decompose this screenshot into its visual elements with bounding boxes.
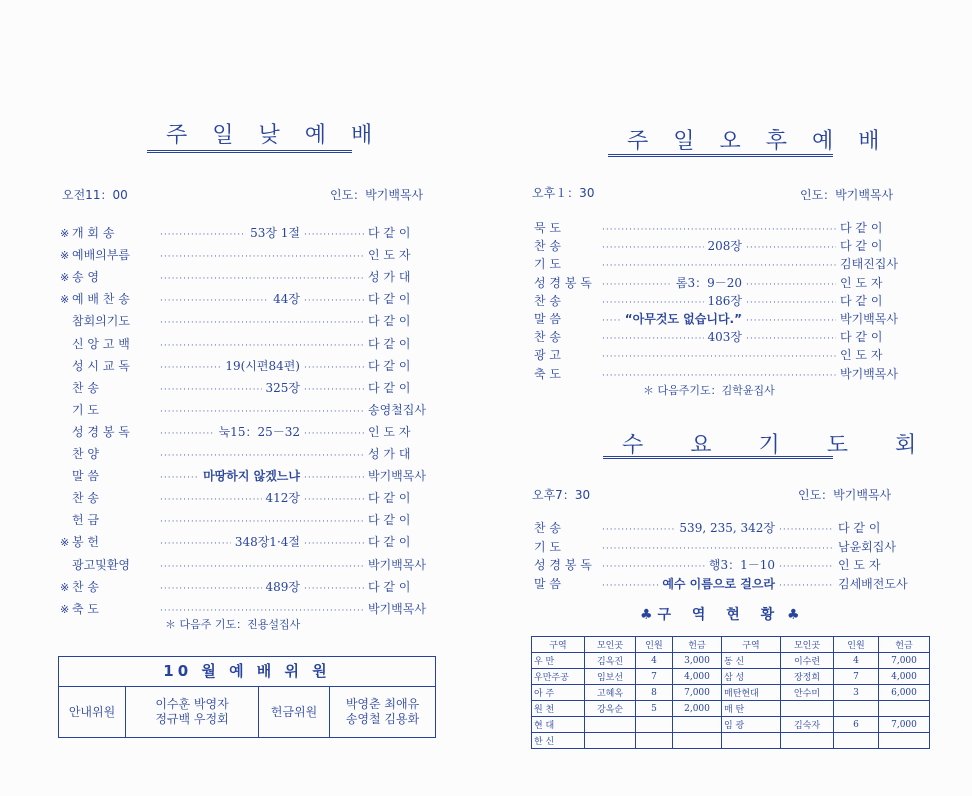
leader-dots xyxy=(160,534,231,554)
leader-dots xyxy=(304,534,364,554)
leader-dots xyxy=(304,358,364,378)
district-cell xyxy=(636,717,673,733)
order-item-name: 예 배 찬 송 xyxy=(72,292,130,307)
leader-dots xyxy=(160,247,364,267)
afternoon-title-underline xyxy=(608,154,833,157)
district-cell: 김옥진 xyxy=(585,653,636,669)
order-item-detail: 539, 235, 342장 xyxy=(679,521,775,535)
district-cell: 매탄현대 xyxy=(722,685,781,701)
order-item-name: 성 경 봉 독 xyxy=(534,558,592,573)
offering-names: 박영춘 최애유 송영철 김용화 xyxy=(330,687,436,738)
district-cell: 현 대 xyxy=(532,717,585,733)
order-item-leader: 다 같 이 xyxy=(368,336,411,351)
order-item-name: 광고및환영 xyxy=(72,557,130,572)
order-row xyxy=(534,236,908,256)
order-item-name: 헌 금 xyxy=(72,513,99,528)
district-cell: 3,000 xyxy=(673,653,722,669)
order-item-name: 축 도 xyxy=(534,366,561,381)
order-row xyxy=(60,444,436,464)
order-item-name: 기 도 xyxy=(534,539,561,554)
district-cell: 우만주공 xyxy=(532,669,585,685)
order-item-detail: 눅15：25－32 xyxy=(218,424,300,439)
order-item-name: 말 씀 xyxy=(534,312,561,326)
leader-dots xyxy=(304,291,364,311)
district-cell: 원 천 xyxy=(532,701,585,717)
order-row xyxy=(534,327,908,347)
district-cell: 7,000 xyxy=(879,653,930,669)
order-item-leader: 다 같 이 xyxy=(840,330,883,345)
order-row xyxy=(60,267,436,287)
district-cell: 장정희 xyxy=(781,669,834,685)
order-item-leader: 박기백목사 xyxy=(840,366,898,381)
order-item-detail: 489장 xyxy=(265,579,300,594)
district-cell: 3 xyxy=(834,685,879,701)
order-item-name: 말 씀 xyxy=(72,469,99,484)
order-item-leader: 성 가 대 xyxy=(368,447,411,461)
order-item-leader: 다 같 이 xyxy=(838,521,881,535)
leader-dots xyxy=(160,269,364,289)
order-item-leader: 인 도 자 xyxy=(840,348,883,363)
order-row xyxy=(534,574,908,594)
district-cell: 강옥순 xyxy=(585,701,636,717)
ministry-table xyxy=(58,656,436,738)
order-item-leader: 인 도 자 xyxy=(368,248,411,263)
standing-mark: ※ xyxy=(60,602,70,616)
district-cell: 동 신 xyxy=(722,653,781,669)
order-item-detail: 325장 xyxy=(265,380,300,395)
wednesday-title-underline xyxy=(603,456,833,459)
leader-dots xyxy=(160,512,364,532)
district-row xyxy=(532,669,930,685)
order-row xyxy=(60,466,436,486)
order-item-leader: 박기백목사 xyxy=(368,557,426,572)
district-cell: 7 xyxy=(636,669,673,685)
district-header-cell: 인원 xyxy=(636,637,673,653)
order-item-name: 찬 양 xyxy=(72,447,99,461)
order-row xyxy=(60,311,436,331)
order-item-name: 봉 헌 xyxy=(72,535,99,550)
order-item-name: 참회의기도 xyxy=(72,314,130,329)
order-row xyxy=(534,537,908,557)
order-item-detail: 마땅하지 않겠느냐 xyxy=(203,469,300,484)
order-item-name: 찬 송 xyxy=(72,579,99,594)
district-cell: 고혜옥 xyxy=(585,685,636,701)
wednesday-leader: 인도：박기백목사 xyxy=(798,488,892,502)
district-cell xyxy=(673,733,722,749)
district-cell: 한 신 xyxy=(532,733,585,749)
order-item-detail: 19(시편84편) xyxy=(225,358,300,373)
afternoon-leader: 인도：박기백목사 xyxy=(800,188,894,202)
order-item-detail: 행3：1－10 xyxy=(708,558,775,573)
order-row xyxy=(534,291,908,311)
afternoon-next-prayer: ＊ 다음주기도：김학윤집사 xyxy=(643,384,775,397)
morning-time: 오전11：00 xyxy=(62,188,128,202)
order-item-detail: 53장 1절 xyxy=(250,226,300,240)
standing-mark: ※ xyxy=(60,227,70,240)
district-cell xyxy=(879,733,930,749)
district-cell xyxy=(673,717,722,733)
order-item-leader: 김태진집사 xyxy=(840,257,898,272)
order-item-detail: 예수 이름으로 걸으라 xyxy=(662,576,775,591)
order-row xyxy=(60,245,436,265)
leader-dots xyxy=(160,446,364,466)
district-cell: 7 xyxy=(834,669,879,685)
order-item-name: 성 경 봉 독 xyxy=(72,424,130,439)
leader-dots xyxy=(160,291,269,311)
morning-title-underline xyxy=(147,150,352,153)
order-item-name: 찬 송 xyxy=(72,380,99,395)
order-row xyxy=(60,334,436,354)
order-item-name: 말 씀 xyxy=(534,576,561,591)
order-item-name: 개 회 송 xyxy=(72,226,115,240)
order-item-leader: 다 같 이 xyxy=(368,535,411,550)
district-cell: 5 xyxy=(636,701,673,717)
district-row xyxy=(532,653,930,669)
order-item-leader: 다 같 이 xyxy=(368,380,411,395)
order-item-leader: 인 도 자 xyxy=(840,275,883,290)
district-cell: 임보선 xyxy=(585,669,636,685)
order-row xyxy=(60,488,436,508)
leader-dots xyxy=(160,424,215,444)
district-cell xyxy=(879,701,930,717)
district-cell xyxy=(585,733,636,749)
district-cell: 6,000 xyxy=(879,685,930,701)
standing-mark: ※ xyxy=(60,293,70,307)
order-item-detail: “아무것도 없습니다.” xyxy=(624,312,742,326)
order-item-leader: 박기백목사 xyxy=(368,601,426,616)
order-row xyxy=(60,555,436,575)
district-heading xyxy=(640,604,800,624)
leader-dots xyxy=(304,468,364,488)
order-item-leader: 다 같 이 xyxy=(368,513,411,528)
order-row xyxy=(534,364,908,384)
leader-dots xyxy=(160,468,199,488)
order-row xyxy=(534,218,908,238)
district-header-cell: 모인곳 xyxy=(781,637,834,653)
morning-next-prayer: ＊ 다음주 기도：진용설집사 xyxy=(165,618,301,631)
wednesday-title: 수 요 기 도 회 xyxy=(622,433,937,458)
order-item-name: 찬 송 xyxy=(72,491,99,506)
order-item-name: 찬 송 xyxy=(534,521,561,535)
order-row xyxy=(534,518,908,538)
district-header-cell: 헌금 xyxy=(879,637,930,653)
order-item-leader: 김세배전도사 xyxy=(838,576,908,591)
ministry-title: 10 월 예 배 위 원 xyxy=(59,657,436,687)
order-item-detail: 403장 xyxy=(707,330,742,345)
leader-dots xyxy=(160,336,364,356)
district-header-cell: 구역 xyxy=(722,637,781,653)
district-cell xyxy=(834,701,879,717)
order-item-name: 성 시 교 독 xyxy=(72,358,130,373)
district-table xyxy=(531,636,930,749)
district-title: 구 역 현 황 xyxy=(657,607,783,623)
district-cell xyxy=(636,733,673,749)
order-item-leader: 다 같 이 xyxy=(368,292,411,307)
district-row xyxy=(532,701,930,717)
order-item-name: 송 영 xyxy=(72,270,99,285)
order-item-name: 찬 송 xyxy=(534,293,561,308)
leader-dots xyxy=(160,313,364,333)
morning-leader: 인도：박기백목사 xyxy=(330,188,424,202)
district-cell: 8 xyxy=(636,685,673,701)
leader-dots xyxy=(160,490,262,510)
order-item-name: 찬 송 xyxy=(534,330,561,345)
district-cell: 우 만 xyxy=(532,653,585,669)
order-row xyxy=(534,309,908,329)
standing-mark: ※ xyxy=(60,271,70,285)
district-cell: 7,000 xyxy=(673,685,722,701)
standing-mark: ※ xyxy=(60,580,70,594)
district-cell xyxy=(585,717,636,733)
district-cell: 4 xyxy=(636,653,673,669)
usher-label: 안내위원 xyxy=(59,687,126,738)
order-row xyxy=(60,532,436,552)
order-item-leader: 다 같 이 xyxy=(840,293,883,308)
district-cell: 이수련 xyxy=(781,653,834,669)
order-item-leader: 송영철집사 xyxy=(368,402,426,417)
leader-dots xyxy=(304,579,364,599)
leader-dots xyxy=(304,490,364,510)
district-cell xyxy=(834,733,879,749)
order-row xyxy=(60,289,436,309)
order-row xyxy=(60,378,436,398)
order-row xyxy=(60,510,436,530)
order-item-name: 묵 도 xyxy=(534,221,561,235)
district-cell: 삼 성 xyxy=(722,669,781,685)
order-item-leader: 다 같 이 xyxy=(840,239,883,254)
leader-dots xyxy=(160,225,246,245)
district-header-cell: 구역 xyxy=(532,637,585,653)
order-item-detail: 186장 xyxy=(707,293,742,308)
club-icon: ♣ xyxy=(787,607,800,623)
order-item-leader: 다 같 이 xyxy=(368,314,411,329)
district-row xyxy=(532,717,930,733)
order-item-leader: 박기백목사 xyxy=(368,469,426,484)
order-row xyxy=(534,254,908,274)
leader-dots xyxy=(160,579,262,599)
district-cell: 임 광 xyxy=(722,717,781,733)
district-cell: 안수미 xyxy=(781,685,834,701)
leader-dots xyxy=(304,225,364,245)
leader-dots xyxy=(160,402,364,422)
leader-dots xyxy=(304,380,364,400)
wednesday-time: 오후7：30 xyxy=(532,488,591,502)
order-item-leader: 다 같 이 xyxy=(840,221,883,235)
district-header-cell: 헌금 xyxy=(673,637,722,653)
district-cell: 김숙자 xyxy=(781,717,834,733)
order-row xyxy=(534,555,908,575)
district-header-cell: 모인곳 xyxy=(585,637,636,653)
district-header-cell: 인원 xyxy=(834,637,879,653)
order-item-leader: 인 도 자 xyxy=(368,424,411,439)
standing-mark: ※ xyxy=(60,249,70,263)
order-item-name: 신 앙 고 백 xyxy=(72,336,130,351)
usher-names: 이수훈 박영자 정규백 우정회 xyxy=(126,687,259,738)
afternoon-service-title: 주 일 오 후 예 배 xyxy=(627,129,889,154)
district-row xyxy=(532,685,930,701)
order-item-detail: 348장1·4절 xyxy=(234,535,300,550)
district-cell: 7,000 xyxy=(879,717,930,733)
morning-service-title: 주 일 낮 예 배 xyxy=(166,123,382,148)
leader-dots xyxy=(602,576,658,596)
order-item-leader: 성 가 대 xyxy=(368,270,411,285)
order-item-leader: 다 같 이 xyxy=(368,358,411,373)
order-item-name: 성 경 봉 독 xyxy=(534,275,592,290)
order-item-leader: 남윤회집사 xyxy=(838,539,896,554)
order-item-name: 기 도 xyxy=(534,257,561,272)
order-row xyxy=(60,356,436,376)
district-row xyxy=(532,733,930,749)
order-item-name: 축 도 xyxy=(72,601,99,616)
district-cell: 매 탄 xyxy=(722,701,781,717)
order-item-detail: 412장 xyxy=(265,491,300,506)
standing-mark: ※ xyxy=(60,536,70,550)
order-item-detail: 208장 xyxy=(707,239,742,254)
order-row xyxy=(60,577,436,597)
leader-dots xyxy=(160,380,262,400)
district-cell xyxy=(781,733,834,749)
order-item-detail: 44장 xyxy=(273,292,300,307)
order-item-leader: 인 도 자 xyxy=(838,558,881,573)
order-item-name: 광 고 xyxy=(534,348,561,363)
order-item-leader: 다 같 이 xyxy=(368,491,411,506)
district-cell: 4 xyxy=(834,653,879,669)
leader-dots xyxy=(779,576,834,596)
order-row xyxy=(60,400,436,420)
district-cell: 4,000 xyxy=(673,669,722,685)
district-cell: 2,000 xyxy=(673,701,722,717)
leader-dots xyxy=(160,358,221,378)
district-cell: 4,000 xyxy=(879,669,930,685)
order-row xyxy=(534,273,908,293)
afternoon-time: 오후１：30 xyxy=(532,186,595,200)
order-item-name: 찬 송 xyxy=(534,239,561,254)
order-item-leader: 다 같 이 xyxy=(368,579,411,594)
order-row xyxy=(534,345,908,365)
club-icon: ♣ xyxy=(640,607,653,623)
order-item-detail: 롬3：9－20 xyxy=(675,275,742,290)
district-cell xyxy=(781,701,834,717)
district-cell xyxy=(722,733,781,749)
order-item-name: 예배의부름 xyxy=(72,248,130,263)
order-row xyxy=(60,223,436,243)
district-cell: 아 주 xyxy=(532,685,585,701)
order-item-leader: 다 같 이 xyxy=(368,226,411,240)
district-cell: 6 xyxy=(834,717,879,733)
order-row xyxy=(60,422,436,442)
leader-dots xyxy=(304,424,364,444)
order-item-name: 기 도 xyxy=(72,402,99,417)
order-item-leader: 박기백목사 xyxy=(840,312,898,326)
leader-dots xyxy=(160,557,364,577)
offering-label: 헌금위원 xyxy=(259,687,330,738)
